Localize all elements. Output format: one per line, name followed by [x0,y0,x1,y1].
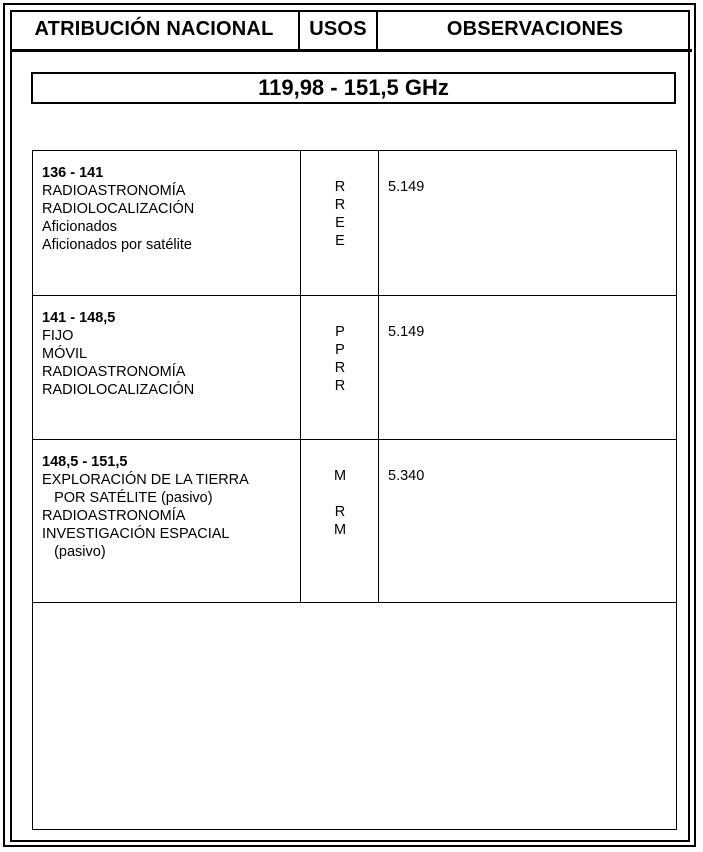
service-line: MÓVIL [42,346,88,362]
observations-cell: 5.340 [388,468,425,484]
service-line: EXPLORACIÓN DE LA TIERRA [42,472,249,488]
service-line: RADIOASTRONOMÍA [42,364,186,380]
use-code: R [334,504,346,520]
use-code: E [335,233,345,249]
use-code: P [335,342,345,358]
uses-cell [301,178,379,250]
allocation-table [32,150,677,830]
service-line: RADIOLOCALIZACIÓN [42,382,195,398]
allocation-cell [42,164,300,254]
service-line: (pasivo) [42,544,106,560]
frequency-band-title: 119,98 - 151,5 GHz [31,72,676,104]
use-code: P [335,324,345,340]
service-line: Aficionados [42,219,117,235]
allocation-cell [42,453,300,561]
observations-cell: 5.149 [388,179,425,195]
header-observaciones: OBSERVACIONES [446,18,624,40]
use-code [301,485,379,503]
table-row [33,151,676,296]
service-line: FIJO [42,328,74,344]
use-code: E [335,215,345,231]
service-line: RADIOASTRONOMÍA [42,508,186,524]
service-line: Aficionados por satélite [42,237,192,253]
service-line: POR SATÉLITE (pasivo) [42,490,213,506]
uses-cell [301,323,379,395]
uses-cell [301,467,379,539]
table-row [33,296,676,440]
table-header [10,10,692,52]
use-code: R [334,197,346,213]
service-line: RADIOLOCALIZACIÓN [42,201,195,217]
use-code: M [333,468,347,484]
use-code: R [334,378,346,394]
table-row [33,440,676,603]
service-line: INVESTIGACIÓN ESPACIAL [42,526,230,542]
header-atribucion-nacional: ATRIBUCIÓN NACIONAL [34,18,274,40]
allocation-cell [42,309,300,399]
service-line: RADIOASTRONOMÍA [42,183,186,199]
band-range: 136 - 141 [42,165,104,181]
use-code: R [334,360,346,376]
header-usos: USOS [298,10,378,49]
band-range: 148,5 - 151,5 [42,454,128,470]
band-range: 141 - 148,5 [42,310,116,326]
use-code: M [333,522,347,538]
use-code: R [334,179,346,195]
observations-cell: 5.149 [388,324,425,340]
